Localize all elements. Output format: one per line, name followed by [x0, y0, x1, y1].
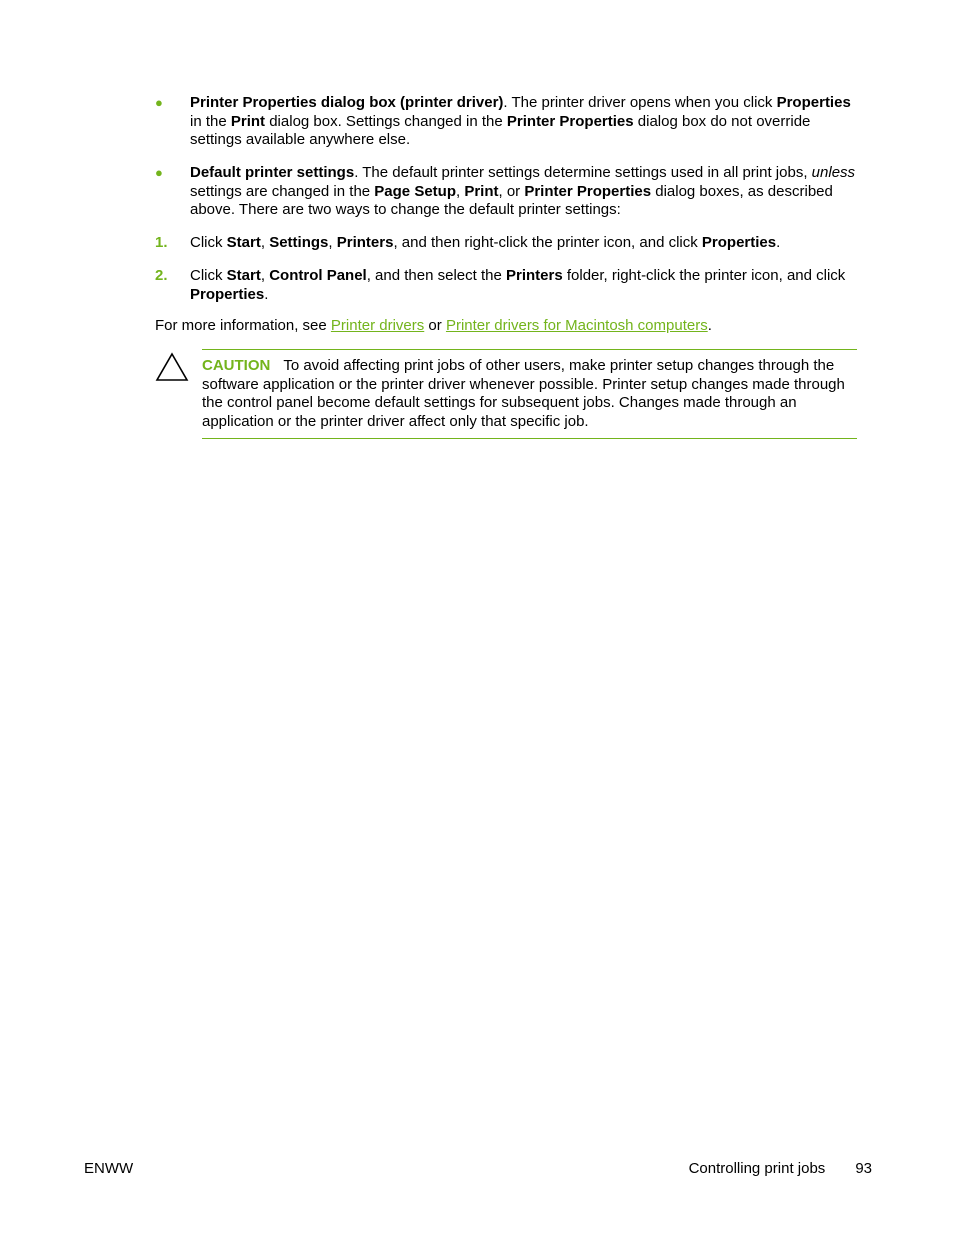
footer-section-title: Controlling print jobs	[688, 1160, 826, 1177]
caution-label: CAUTION	[202, 357, 271, 374]
more-info-paragraph: For more information, see Printer drivers or Printer drivers for Macintosh computers.	[155, 317, 712, 334]
footer-right	[689, 1160, 872, 1179]
caution-text: To avoid affecting print jobs of other users, make printer setup changes through the software application or the printer driver whenever possible. Printer setup changes made through the control panel become default settings for subsequent jobs. Changes made through an application or the printer driver affect only that specific job.	[202, 357, 845, 431]
page-number: 93	[855, 1160, 872, 1177]
caution-note	[202, 349, 857, 439]
bullet-term: Default printer settings	[190, 164, 355, 181]
caution-triangle-icon	[155, 352, 189, 382]
bullet-marker: ●	[155, 95, 163, 110]
step-1	[155, 234, 857, 253]
step-number: 2.	[155, 267, 168, 284]
macintosh-printer-drivers-link[interactable]: Printer drivers for Macintosh computers	[445, 317, 708, 334]
step-text: Click Start, Control Panel, and then select the Printers folder, right-click the printer icon, and click Properties.	[190, 267, 846, 303]
bullet-item-default-settings	[155, 164, 857, 220]
bullet-marker: ●	[155, 165, 163, 180]
bullet-text: Printer Properties dialog box (printer driver). The printer driver opens when you click Properties in the Print dialog box. Settings changed in the Printer Properties dialog box do not override settings available anywhere else.	[190, 94, 851, 149]
step-number: 1.	[155, 234, 168, 251]
bullet-term: Printer Properties dialog box (printer driver)	[190, 94, 504, 111]
bullet-text: Default printer settings. The default printer settings determine settings used in all print jobs, unless settings are changed in the Page Setup, Print, or Printer Properties dialog boxes, as described above. There are two ways to change the default printer settings:	[190, 164, 856, 219]
footer-left: ENWW	[84, 1160, 134, 1177]
step-text: Click Start, Settings, Printers, and then right-click the printer icon, and click Properties.	[190, 234, 781, 251]
bullet-item-printer-properties	[155, 94, 857, 150]
step-2	[155, 267, 857, 304]
printer-drivers-link[interactable]: Printer drivers	[330, 317, 425, 334]
